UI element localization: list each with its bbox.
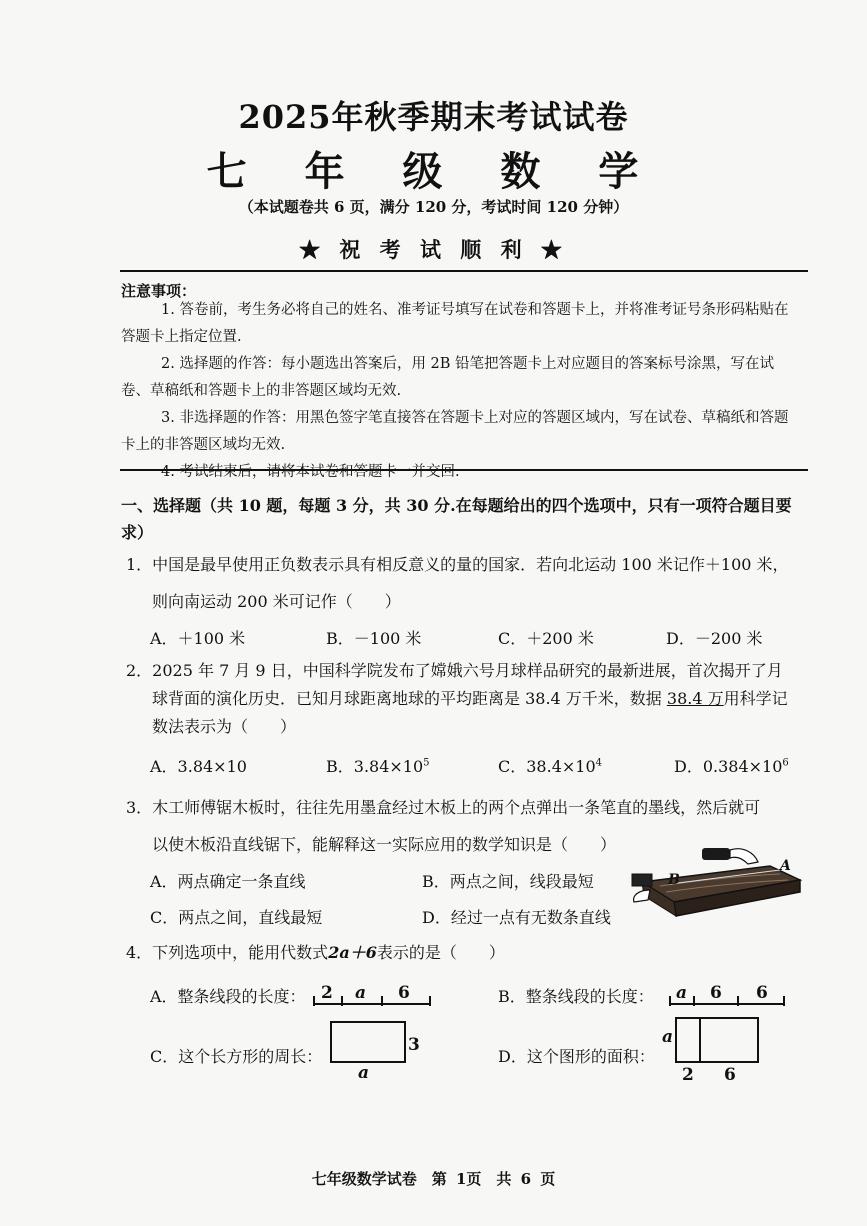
exam-info: （本试题卷共 6 页，满分 120 分，考试时间 120 分钟）	[238, 198, 629, 216]
page-footer: 七年级数学试卷 第 1页 共 6 页	[311, 1170, 556, 1188]
bottom-divider	[120, 469, 808, 471]
option-a: A．3.84×10	[150, 757, 247, 776]
question-text: 4．下列选项中，能用代数式2a＋6表示的是（ ）	[126, 943, 505, 962]
question-2	[126, 658, 806, 788]
option-a: A．＋100 米	[150, 629, 246, 648]
segment-label: 6	[756, 983, 768, 1003]
option-d: D．－200 米	[666, 629, 763, 648]
figure-bottom-label: 2	[682, 1065, 694, 1084]
point-a-label: A	[780, 858, 791, 874]
option-c: C．$38.4\times 10^4$	[498, 757, 603, 776]
question-text: 2．2025 年 7 月 9 日，中国科学院发布了嫦娥六号月球样品研究的最新进展，首次揭开了月	[126, 661, 783, 680]
good-luck-banner: ★ 祝 考 试 顺 利 ★	[299, 237, 568, 262]
option-a: A．整条线段的长度：	[150, 987, 306, 1006]
notice-item: 3. 非选择题的作答：用黑色签字笔直接答在答题卡上对应的答题区域内，写在试卷、草稿纸和答题卡上的非答题区域均无效.	[121, 410, 789, 453]
segment-label: a	[676, 983, 688, 1003]
algebraic-expression: 2a＋6	[328, 943, 377, 962]
notice-item: 1. 答卷前，考生务必将自己的姓名、准考证号填写在试卷和答题卡上，并将准考证号条形码粘贴在答题卡上指定位置.	[121, 302, 789, 345]
rectangle-side-label: 3	[408, 1035, 420, 1055]
option-d: D．$0.384\times 10^6$	[674, 757, 789, 776]
segment-figure-a	[310, 976, 436, 1010]
section-heading: 一、选择题（共 10 题，每题 3 分，共 30 分.在每题给出的四个选项中，只有一项符合题目要求）	[121, 496, 792, 542]
top-divider	[120, 270, 808, 272]
underlined-number: 38.4 万	[666, 689, 724, 708]
option-c: C．＋200 米	[498, 629, 594, 648]
segment-label: 6	[398, 983, 410, 1003]
option-d: D．经过一点有无数条直线	[422, 908, 611, 927]
question-text: 1．中国是最早使用正负数表示具有相反意义的量的国家．若向北运动 100 米记作＋100 米，	[126, 555, 789, 574]
option-b: B．－100 米	[326, 629, 422, 648]
subject-title: 七 年 级 数 学	[206, 148, 661, 195]
point-b-label: B	[668, 872, 680, 888]
segment-figure-b	[666, 976, 790, 1010]
notice-item: 4. 考试结束后，请将本试卷和答题卡一并交回.	[161, 464, 460, 480]
option-b: B．整条线段的长度：	[498, 987, 654, 1006]
segment-label: a	[355, 983, 367, 1003]
question-1	[126, 552, 806, 652]
rectangle-bottom-label: a	[358, 1063, 370, 1080]
question-text-part: 球背面的演化历史．已知月球距离地球的平均距离是 38.4 万千米，数据	[152, 689, 667, 708]
option-a: A．两点确定一条直线	[150, 872, 306, 891]
option-d: D．这个图形的面积：	[498, 1047, 655, 1066]
option-b: B．两点之间，线段最短	[422, 872, 594, 891]
question-text: 数法表示为（ ）	[152, 717, 297, 736]
question-text: 则向南运动 200 米可记作（ ）	[152, 592, 401, 611]
question-text: 3．木工师傅锯木板时，往往先用墨盒经过木板上的两个点弹出一条笔直的墨线，然后就可	[126, 798, 761, 817]
question-text-part: 用科学记	[723, 689, 788, 708]
segment-label: 2	[321, 983, 333, 1003]
rectangle-figure-d	[660, 1014, 764, 1084]
segment-label: 6	[710, 983, 722, 1003]
question-text: 以使木板沿直线锯下，能解释这一实际应用的数学知识是（ ）	[152, 835, 617, 854]
figure-bottom-label: 6	[724, 1065, 736, 1084]
notice-item: 2. 选择题的作答：每小题选出答案后，用 2B 铅笔把答题卡上对应题目的答案标号涂黑，写在试卷、草稿纸和答题卡上的非答题区域均无效.	[121, 356, 775, 399]
rectangle-figure-c	[326, 1020, 426, 1080]
question-text	[152, 686, 788, 709]
carpenter-board-illustration	[630, 840, 805, 920]
option-b: B．$3.84\times 10^5$	[326, 757, 430, 776]
notice-list	[121, 297, 801, 486]
option-c: C．两点之间，直线最短	[150, 908, 323, 927]
exam-title: 2025年秋季期末考试试卷	[238, 98, 629, 136]
notice-heading: 注意事项：	[121, 282, 197, 300]
option-c: C．这个长方形的周长：	[150, 1047, 323, 1066]
figure-side-label: a	[662, 1027, 674, 1047]
